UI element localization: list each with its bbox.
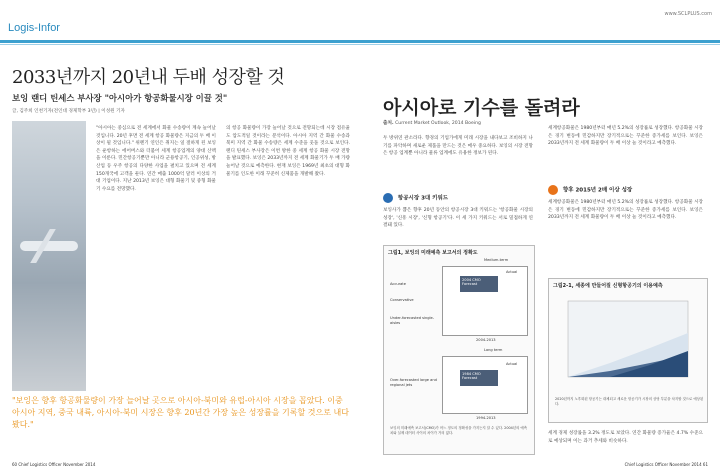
top-header xyxy=(0,0,720,42)
site-url: www.SCLPLUS.com xyxy=(664,11,712,17)
section-label: Logis-Infor xyxy=(8,22,60,34)
row-under-forecast: Under-forecasted single-aisles xyxy=(390,316,435,325)
number-badge-icon xyxy=(548,185,558,195)
right-bottom-text: 세계 경제 성장률을 3.2% 정도로 보았다. 연간 화물량 증가율은 4.7% 수준으로 예상되며 이는 과거 추세와 비슷하다. xyxy=(548,431,703,444)
forecast-1984-box: 1984 CMO Forecast xyxy=(460,370,498,386)
right-footer: Chief Logistics Officer November 2014 61 xyxy=(624,462,708,467)
source-text: Current Market Outlook, 2014 Boeing xyxy=(395,121,481,126)
chart-1-note: 보잉의 미래예측 보고서(CMO)가 어느 정도의 정확성을 가지는지 알 수 있다. 2004년의 예측치와 실제 데이터 사이의 차이가 거의 없다. xyxy=(390,426,527,435)
medium-term-label: Medium-term xyxy=(484,258,509,262)
subtitle-2-text: 향후 2015년 2배 이상 성장 xyxy=(562,187,633,194)
source-line xyxy=(383,120,481,126)
header-rule xyxy=(0,40,720,43)
forecast-2004-box: 2004 CMO Forecast xyxy=(460,276,498,292)
airplane-body xyxy=(20,241,78,251)
actual-label-1: Actual xyxy=(506,270,518,274)
chart-2-title: 그림2-1, 세종에 만들어질 신형항공기의 이용예측 xyxy=(553,283,663,289)
left-headline: 2033년까지 20년내 두배 성장할 것 xyxy=(12,67,285,88)
chart-2 xyxy=(548,278,708,423)
left-subhead: 보잉 랜디 틴세스 부사장 "아시아가 항공화물시장 이끌 것" xyxy=(12,93,228,103)
chart-2-graphic xyxy=(550,293,708,393)
author-line: 글, 김주희 인천기자(전인대 경제학부 3년) | 이성원 기자 xyxy=(12,109,125,114)
actual-label-2: Actual xyxy=(506,362,518,366)
number-badge-icon xyxy=(383,193,393,203)
pull-quote: "보잉은 향후 항공화물량이 가장 늘어날 곳으로 아시아-북미와 유럽-아시아 시장을 꼽았다. 이중 아시아 지역, 중국 내륙, 아시아-북미 시장은 향후 20년간 가장 높은 성장률을 기록할 것으로 내다봤다." xyxy=(12,396,349,429)
row-accurate: Accurate xyxy=(390,282,406,286)
subtitle-1-text: 항공시장 3대 키워드 xyxy=(397,195,449,202)
left-page xyxy=(0,45,357,471)
row-conservative: Conservative xyxy=(390,298,414,302)
airplane-photo xyxy=(12,121,86,391)
left-column-2: 의 항공 화물량이 가장 늘어날 것으로 전망되는데 시장 점유율도 압도적일 것이라는 분석이다. 아시아 지역 간 화물 수송과 북미 지역 간 화물 수송량은 세계 수준을 웃돌 것으로 보인다. 랜디 틴세스 부사장은 이번 방한 중 세계 항공 화물 시장 전망을 발표했다. 보잉은 2033년까지 전 세계 화물기가 두 배 가량 늘어날 것으로 예측한다. 현재 보잉은 1969년 최초의 대형 화물기를 인도한 이래 꾸준히 신제품을 개발해 왔다. xyxy=(226,126,350,177)
right-intro: 두 방위연 관소라다. 향경의 기업가에게 미래 시장을 내다보고 조비하지 나 기를 파악하며 새로운 제품을 만드는 것은 매우 중요하다. 보잉의 시장 전망은 항공 업계뿐 아니라 물류 업계에도 유용한 정보가 된다. xyxy=(383,136,533,157)
chart-2-note: 2020년까지 노후화된 항공기는 대체되고 새로운 항공기가 시장의 상당 부분을 차지할 것으로 예상된다. xyxy=(555,397,704,406)
row-over-forecast: Over-forecasted large and regional jets xyxy=(390,378,437,387)
subtitle-2 xyxy=(548,185,632,195)
chart-1-title: 그림1, 보잉의 미래예측 보고서의 정확도 xyxy=(388,250,478,256)
subtitle-1 xyxy=(383,193,448,203)
right-col-2-top: 세계항공화물은 1980년부터 매년 5.2%의 성장률로 성장했다. 항공화물 시장은 경기 변동에 민감하지만 장기적으로는 꾸준한 증가세를 보인다. 보잉은 2033년까지 전 세계 화물량이 두 배 이상 늘 것이라고 예측했다. xyxy=(548,126,703,147)
source-label: 출처. xyxy=(383,121,394,126)
left-column-1: "아시아는 중심으로 전 세계에서 화물 수송량이 계속 늘어날 것입니다. 20년 후면 전 세계 항공 화물량은 지금의 두 배 이상이 될 것입니다." 위렌기 연인은 취지는 일 절하게 된 보잉은 운항하는 에어버스와 더불어 세계 항공업계의 양대 산맥을 이룬다. 민간항공기뿐만 아니라 군용항공기, 인공위성, 방산업 등 우주 항공의 다양한 사업을 펼치고 있으며 전 세계 150개국에 고객을 둔다. 연간 매출 1000억 달러 이상의 거대 기업이다. 지난 2013년 보잉은 대형 화물기 및 중형 화물기 수요를 전망했다. xyxy=(96,126,216,192)
right-headline: 아시아로 기수를 돌려라 xyxy=(383,97,580,119)
long-term-label: Long term xyxy=(484,348,503,352)
chart-1 xyxy=(383,245,535,455)
subtitle-1-body: 보잉사가 뽑은 향후 20년 동안의 항공시장 3대 키워드는 '항공화물 시장의 성장', '신흥 시장', '신형 항공기'다. 이 세 가지 키워드는 서로 밀접하게 연결돼 있다. xyxy=(383,208,533,229)
range-2: 1994-2013 xyxy=(476,416,496,420)
right-page xyxy=(363,45,720,471)
left-footer: 60 Chief Logistics Officer November 2014 xyxy=(12,462,96,467)
subtitle-2-body: 세계항공화물은 1980년부터 매년 5.2%의 성장률로 성장했다. 항공화물 시장은 경기 변동에 민감하지만 장기적으로는 꾸준한 증가세를 보인다. 보잉은 2033년까지 전 세계 화물량이 두 배 이상 늘 것이라고 예측했다. xyxy=(548,200,703,221)
range-1: 2004-2013 xyxy=(476,338,496,342)
